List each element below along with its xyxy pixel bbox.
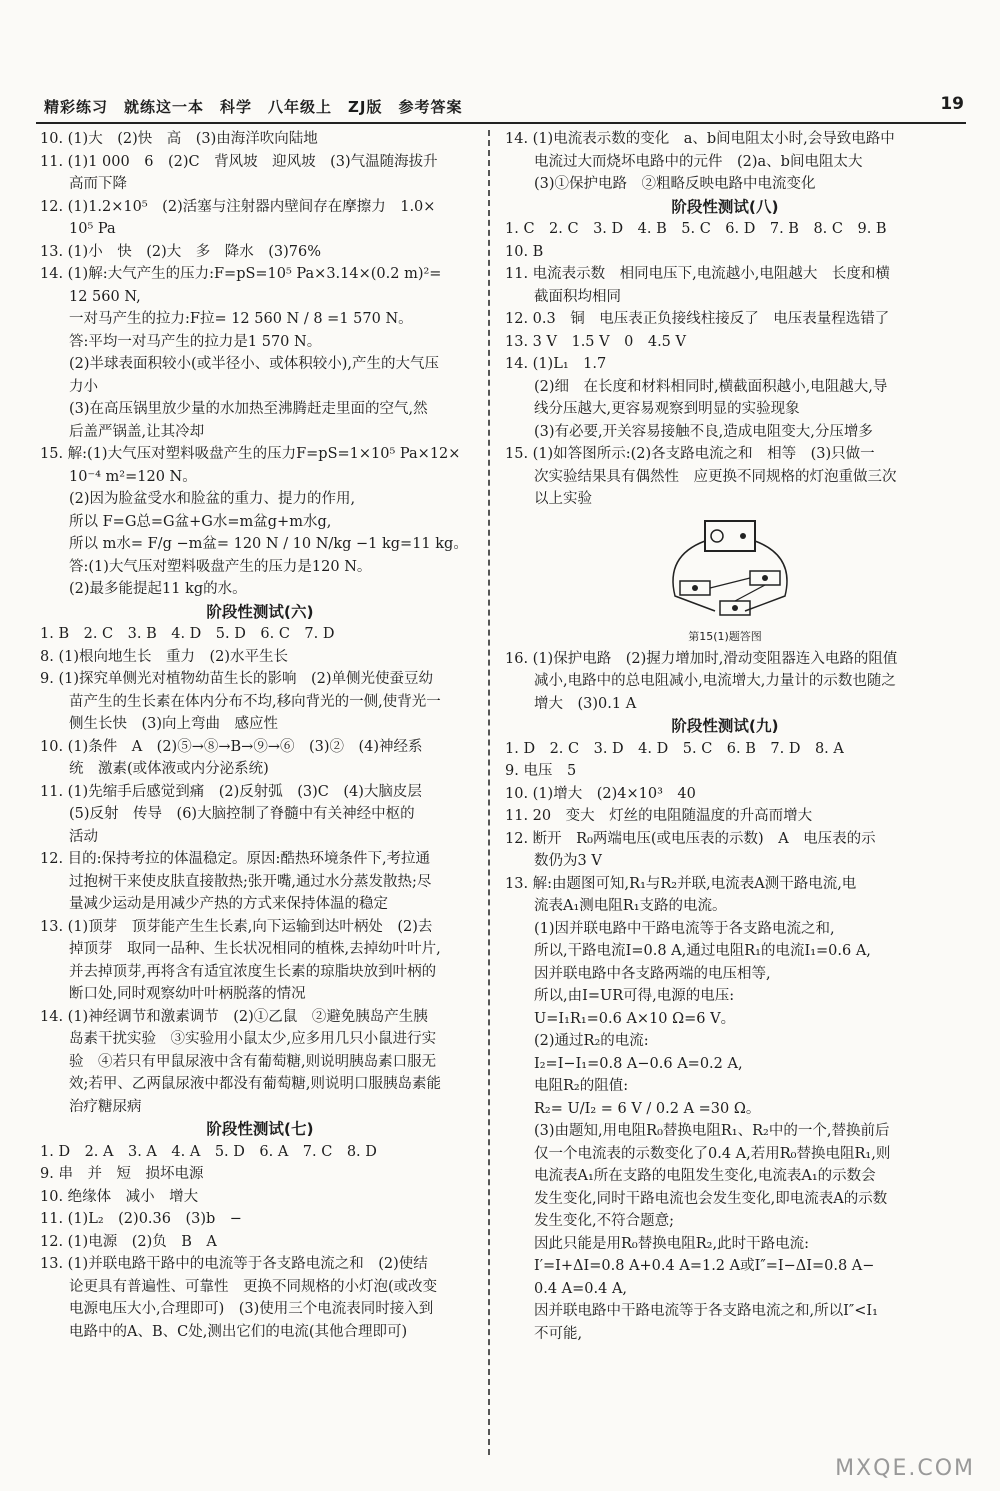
answer-line: 14. (1)神经调节和激素调节 (2)①乙鼠 ②避免胰岛产生胰 [40,1008,428,1025]
answer-line: 11. 20 变大 灯丝的电阻随温度的升高而增大 [505,808,813,824]
answer-line: 次实验结果具有偶然性 应更换不同规格的灯泡重做三次 [505,468,897,485]
answer-line: 15. (1)如答图所示:(2)各支路电流之和 相等 (3)只做一 [505,446,875,462]
section-heading: 阶段性测试(七) [206,1120,314,1138]
answer-line: 11. (1)1 000 6 (2)C 背风坡 迎风坡 (3)气温随海拔升 [40,153,438,170]
answer-line: 1. D 2. A 3. A 4. A 5. D 6. A 7. C 8. D [40,1143,377,1160]
left-column [40,128,480,1343]
answer-line: 论更具有普遍性、可靠性 更换不同规格的小灯泡(或改变 [40,1278,438,1295]
answer-line: 1. D 2. C 3. D 4. D 5. C 6. B 7. D 8. A [505,740,844,757]
answer-line: 答:平均一对马产生的拉力是1 570 N。 [40,333,322,350]
answer-line: 10. (1)大 (2)快 高 (3)由海洋吹向陆地 [40,131,318,147]
answer-line: 截面积均相同 [505,288,621,305]
answer-line: 16. (1)保护电路 (2)握力增加时,滑动变阻器连入电路的阻值 [505,650,898,667]
section-heading: 阶段性测试(六) [206,602,314,621]
answer-line: (3)在高压锅里放少量的水加热至沸腾赶走里面的空气,然 [40,401,428,417]
answer-line: 12. (1)电源 (2)负 B A [40,1233,217,1250]
answer-line: 1. C 2. C 3. D 4. B 5. C 6. D 7. B 8. C 9. B [505,221,887,237]
answer-line: 流表A₁测电阻R₁支路的电流。 [505,898,727,914]
page-number: 19 [940,94,964,114]
answer-line: 9. 串 并 短 损坏电源 [40,1166,204,1182]
answer-line: (2)半球表面积较小(或半径小、或体积较小),产生的大气压 [40,356,439,372]
answer-line: 以上实验 [505,491,592,507]
right-column-bottom [505,648,945,1346]
section-heading: 阶段性测试(八) [671,197,779,216]
answer-line: 1. B 2. C 3. B 4. D 5. D 6. C 7. D [40,626,335,642]
answer-line: 后盖严锅盖,让其冷却 [40,423,205,440]
answer-line: 9. (1)探究单侧光对植物幼苗生长的影响 (2)单侧光使蚕豆幼 [40,671,434,687]
answer-line: 治疗糖尿病 [40,1098,142,1115]
answer-line: 力小 [40,378,98,395]
answer-line: (3)由题知,用电阻R₀替换电阻R₁、R₂中的一个,替换前后 [505,1123,890,1139]
answer-line: (2)通过R₂的电流: [505,1033,649,1049]
answer-line: 电源电压大小,合理即可) (3)使用三个电流表同时接入到 [40,1301,434,1317]
answer-line: 14. (1)解:大气产生的压力:F=pS=10⁵ Pa×3.14×(0.2 m)²= [40,266,442,282]
answer-line: 所以,干路电流I=0.8 A,通过电阻R₁的电流I₁=0.6 A, [505,943,871,959]
answer-line: 14. (1)L₁ 1.7 [505,356,607,372]
answer-line: 0.4 A=0.4 A, [505,1280,628,1297]
answer-line: (3)有必要,开关容易接触不良,造成电阻变大,分压增多 [505,423,873,440]
answer-line: I₂=I−I₁=0.8 A−0.6 A=0.2 A, [505,1055,743,1072]
answer-line: 12. 断开 R₀两端电压(或电压表的示数) A 电压表的示 [505,830,876,847]
answer-line: (1)因并联电路中干路电流等于各支路电流之和, [505,920,835,937]
answer-line: 仅一个电流表的示数变化了0.4 A,若用R₀替换电阻R₁,则 [505,1145,891,1162]
answer-line: 答:(1)大气压对塑料吸盘产生的压力是120 N。 [40,558,372,575]
answer-line: 活动 [40,828,98,845]
answer-line: 掉顶芽 取同一品种、生长状况相同的植株,去掉幼叶叶片, [40,941,441,957]
answer-line: 13. (1)并联电路干路中的电流等于各支路电流之和 (2)使结 [40,1256,428,1272]
answer-line: 因并联电路中各支路两端的电压相等, [505,965,771,982]
answer-line: 效;若甲、乙两鼠尿液中都没有葡萄糖,则说明口服胰岛素能 [40,1076,441,1092]
page-header [36,92,966,124]
answer-line: 发生变化,不符合题意; [505,1213,674,1229]
answer-line: 侧生长快 (3)向上弯曲 感应性 [40,716,279,732]
answer-line: 电阻R₂的阻值: [505,1078,629,1094]
answer-line: 数仍为3 V [505,853,602,869]
answer-line: 12. (1)1.2×10⁵ (2)活塞与注射器内壁间存在摩擦力 1.0× [40,198,436,215]
answer-line: 高而下降 [40,176,127,192]
answer-line: 12. 目的:保持考拉的体温稳定。原因:酷热环境条件下,考拉通 [40,851,431,867]
answer-line: R₂= U/I₂ = 6 V / 0.2 A =30 Ω。 [505,1100,761,1117]
answer-line: 10. 绝缘体 减小 增大 [40,1188,199,1205]
answer-line: 13. 解:由题图可知,R₁与R₂并联,电流表A测干路电流,电 [505,875,857,892]
answer-line: 11. 电流表示数 相同电压下,电流越小,电阻越大 长度和横 [505,266,890,282]
header-title: 精彩练习 就练这一本 科学 八年级上 ZJ版 参考答案 [44,98,463,116]
column-divider [488,130,490,1455]
answer-line: 10. (1)条件 A (2)⑤→⑧→B→⑨→⑥ (3)② (4)神经系 [40,738,423,755]
answer-line: 13. (1)小 快 (2)大 多 降水 (3)76% [40,243,322,260]
answer-line: 减小,电路中的总电阻减小,电流增大,力量计的示数也随之 [505,673,896,689]
answer-line: 并去掉顶芽,再将含有适宜浓度生长素的琼脂块放到叶柄的 [40,963,437,980]
answer-line: 线分压越大,更容易观察到明显的实验现象 [505,401,800,417]
answer-line: 验 ④若只有甲鼠尿液中含有葡萄糖,则说明胰岛素口服无 [40,1053,437,1070]
answer-line: 发生变化,同时干路电流也会发生变化,即电流表A的示数 [505,1190,888,1207]
section-heading: 阶段性测试(九) [671,717,779,735]
answer-line: 苗产生的生长素在体内分布不均,移向背光的一侧,使背光一 [40,693,441,710]
answer-line: (2)细 在长度和材料相同时,横截面积越小,电阻越大,导 [505,378,888,395]
answer-line: 量减少运动是用减少产热的方式来保持体温的稳定 [40,896,388,912]
right-column [505,128,945,1345]
answer-line: 电路中的A、B、C处,测出它们的电流(其他合理即可) [40,1323,408,1340]
answer-line: 13. (1)顶芽 顶芽能产生生长素,向下运输到达叶柄处 (2)去 [40,918,433,935]
answer-line: 10. B [505,243,544,260]
answer-line: 10⁵ Pa [40,221,116,237]
answer-line: 8. (1)根向地生长 重力 (2)水平生长 [40,648,289,665]
answer-line: 过抱树干来使皮肤直接散热;张开嘴,通过水分蒸发散热;尽 [40,873,432,890]
answer-line: 11. (1)先缩手后感觉到痛 (2)反射弧 (3)C (4)大脑皮层 [40,783,422,800]
answer-line: 所以,由I=UR可得,电源的电压: [505,988,735,1004]
answer-line: 10. (1)增大 (2)4×10³ 40 [505,785,696,802]
answer-line: 统 激素(或体液或内分泌系统) [40,761,269,777]
answer-line: 13. 3 V 1.5 V 0 4.5 V [505,333,686,350]
answer-line: 14. (1)电流表示数的变化 a、b间电阻太小时,会导致电路中 [505,131,895,147]
answer-line: 电流过大而烧坏电路中的元件 (2)a、b间电阻太大 [505,153,863,170]
answer-line: 断口处,同时观察幼叶叶柄脱落的情况 [40,986,306,1002]
answer-line: (2)因为脸盆受水和脸盆的重力、提力的作用, [40,491,356,507]
answer-line: (5)反射 传导 (6)大脑控制了脊髓中有关神经中枢的 [40,806,415,822]
answer-line: U=I₁R₁=0.6 A×10 Ω=6 V。 [505,1010,736,1027]
answer-line: (2)最多能提起11 kg的水。 [40,581,247,597]
right-column-top [505,128,945,511]
answer-line: 一对马产生的拉力:F拉= 12 560 N / 8 =1 570 N。 [40,311,413,327]
answer-line: 12 560 N, [40,288,141,305]
answer-line: (3)①保护电路 ②粗略反映电路中电流变化 [505,176,816,192]
answer-line: 因此只能是用R₀替换电阻R₂,此时干路电流: [505,1235,809,1252]
answer-line: 12. 0.3 铜 电压表正负接线柱接反了 电压表量程选错了 [505,311,890,327]
answer-line: 岛素干扰实验 ③实验用小鼠太少,应多用几只小鼠进行实 [40,1031,437,1047]
answer-line: 不可能, [505,1325,583,1342]
answer-line: 所以 m水= F/g −m盆= 120 N / 10 N/kg −1 kg=11 kg。 [40,536,468,552]
answer-line: 11. (1)L₂ (2)0.36 (3)b − [40,1211,242,1227]
answer-line: 9. 电压 5 [505,763,577,779]
circuit-figure [505,511,945,626]
answer-line: 因并联电路中干路电流等于各支路电流之和,所以I″<I₁ [505,1303,878,1319]
answer-line: I′=I+ΔI=0.8 A+0.4 A=1.2 A或I″=I−ΔI=0.8 A− [505,1258,875,1274]
answer-line: 10⁻⁴ m²=120 N。 [40,468,197,485]
answer-line: 15. 解:(1)大气压对塑料吸盘产生的压力F=pS=1×10⁵ Pa×12× [40,446,461,462]
answer-line: 所以 F=G总=G盆+G水=m盆g+m水g, [40,513,332,530]
answer-line: 电流表A₁所在支路的电阻发生变化,电流表A₁的示数会 [505,1168,876,1184]
answer-line: 增大 (3)0.1 A [505,695,637,712]
watermark-logo: MXQE.COM [835,1456,975,1481]
figure-caption: 第15(1)题答图 [688,629,762,643]
